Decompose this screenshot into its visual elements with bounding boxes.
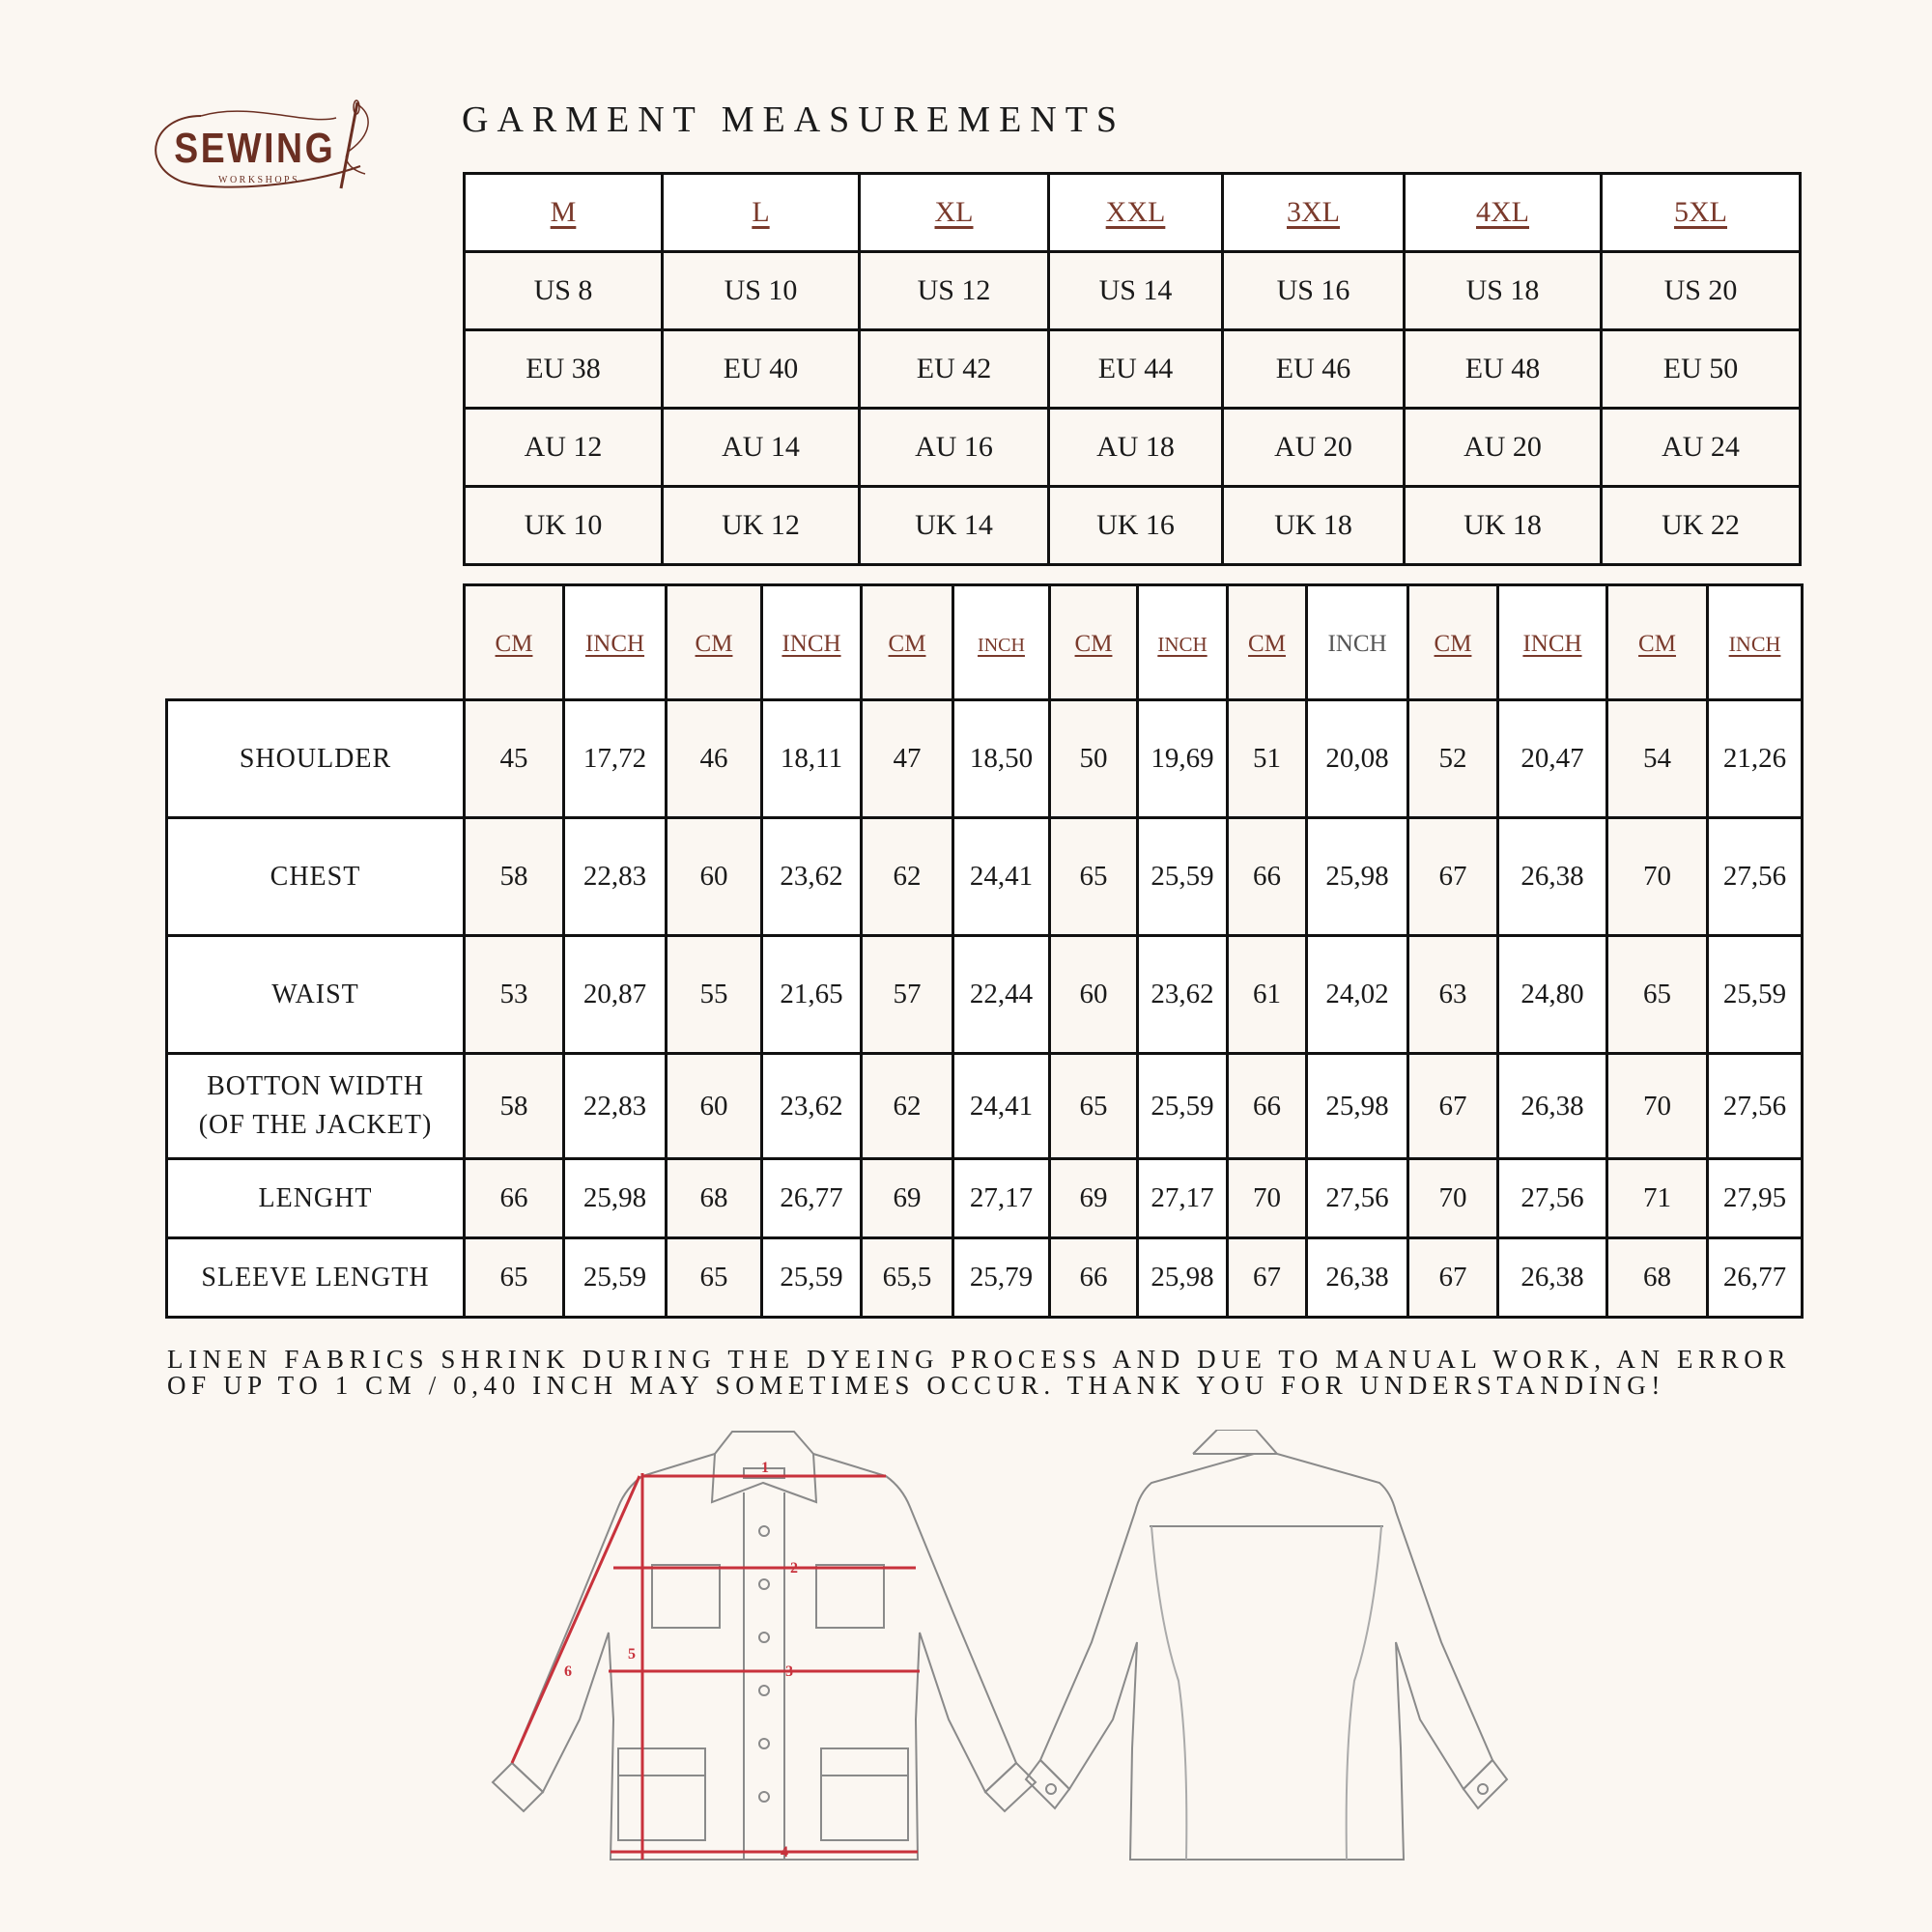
size-header-cell: XXL	[1049, 174, 1223, 252]
value-inch: 25,59	[1138, 1054, 1228, 1159]
unit-header-cm: CM	[1408, 585, 1498, 700]
measure-label-4: 4	[781, 1844, 788, 1861]
size-header-cell: 4XL	[1405, 174, 1602, 252]
value-cm: 71	[1607, 1159, 1708, 1238]
value-cm: 53	[465, 936, 564, 1054]
value-cm: 51	[1228, 700, 1307, 818]
measure-label-1: 1	[761, 1460, 769, 1476]
measurement-label: CHEST	[167, 818, 465, 936]
unit-header-cm: CM	[1607, 585, 1708, 700]
value-inch: 27,56	[1498, 1159, 1607, 1238]
empty-corner	[167, 585, 465, 700]
measurement-row-waist	[167, 936, 1803, 1054]
size-cell: UK 12	[663, 487, 860, 565]
size-header-cell: 5XL	[1602, 174, 1801, 252]
value-cm: 62	[862, 1054, 953, 1159]
size-cell: UK 18	[1223, 487, 1405, 565]
value-inch: 25,59	[762, 1238, 862, 1318]
value-inch: 24,41	[953, 1054, 1050, 1159]
value-inch: 26,77	[1708, 1238, 1803, 1318]
value-cm: 65	[667, 1238, 762, 1318]
value-inch: 26,38	[1498, 1054, 1607, 1159]
unit-header-inch: INCH	[1307, 585, 1408, 700]
value-inch: 21,26	[1708, 700, 1803, 818]
value-inch: 18,11	[762, 700, 862, 818]
size-cell: UK 22	[1602, 487, 1801, 565]
value-inch: 22,83	[564, 1054, 667, 1159]
size-cell: EU 38	[465, 330, 663, 409]
value-cm: 68	[667, 1159, 762, 1238]
value-inch: 24,80	[1498, 936, 1607, 1054]
disclaimer-note: LINEN FABRICS SHRINK DURING THE DYEING PROCESS AND DUE TO MANUAL WORK, AN ERROR OF UP TO 1 CM / 0,40 INCH MAY SOMETIMES OCCUR. THANK YOU FOR UNDERSTANDING!	[167, 1345, 1791, 1400]
size-cell: EU 42	[860, 330, 1049, 409]
value-inch: 27,17	[1138, 1159, 1228, 1238]
value-inch: 26,38	[1498, 818, 1607, 936]
value-inch: 25,59	[564, 1238, 667, 1318]
value-inch: 25,98	[1307, 1054, 1408, 1159]
size-cell: AU 20	[1223, 409, 1405, 487]
value-inch: 18,50	[953, 700, 1050, 818]
value-cm: 67	[1408, 818, 1498, 936]
unit-header-inch: INCH	[953, 585, 1050, 700]
measurement-row-length	[167, 1159, 1803, 1238]
size-cell: UK 10	[465, 487, 663, 565]
value-inch: 25,79	[953, 1238, 1050, 1318]
measurement-label	[167, 1054, 465, 1159]
value-cm: 61	[1228, 936, 1307, 1054]
value-cm: 60	[1050, 936, 1138, 1054]
eu-size-row	[465, 330, 1801, 409]
value-cm: 50	[1050, 700, 1138, 818]
value-inch: 17,72	[564, 700, 667, 818]
value-cm: 62	[862, 818, 953, 936]
size-header-cell: XL	[860, 174, 1049, 252]
value-inch: 23,62	[762, 818, 862, 936]
value-inch: 23,62	[762, 1054, 862, 1159]
value-cm: 66	[1050, 1238, 1138, 1318]
jacket-diagrams	[483, 1430, 1584, 1874]
value-cm: 55	[667, 936, 762, 1054]
value-inch: 25,98	[564, 1159, 667, 1238]
unit-header-cm: CM	[465, 585, 564, 700]
value-inch: 20,08	[1307, 700, 1408, 818]
value-inch: 20,47	[1498, 700, 1607, 818]
value-inch: 27,95	[1708, 1159, 1803, 1238]
size-cell: EU 50	[1602, 330, 1801, 409]
size-cell: US 10	[663, 252, 860, 330]
size-cell: AU 24	[1602, 409, 1801, 487]
size-cell: US 18	[1405, 252, 1602, 330]
measure-label-5: 5	[628, 1646, 636, 1662]
value-cm: 58	[465, 818, 564, 936]
value-cm: 47	[862, 700, 953, 818]
size-cell: AU 12	[465, 409, 663, 487]
size-cell: US 8	[465, 252, 663, 330]
value-inch: 26,77	[762, 1159, 862, 1238]
value-cm: 66	[1228, 818, 1307, 936]
value-cm: 60	[667, 1054, 762, 1159]
value-inch: 22,44	[953, 936, 1050, 1054]
value-cm: 67	[1228, 1238, 1307, 1318]
logo-brand-text: SEWING	[174, 124, 336, 172]
value-cm: 65	[1050, 818, 1138, 936]
measurement-row-chest	[167, 818, 1803, 936]
value-cm: 58	[465, 1054, 564, 1159]
measure-label-6: 6	[564, 1663, 572, 1680]
jacket-back-drawing	[1026, 1430, 1507, 1860]
value-cm: 65	[1050, 1054, 1138, 1159]
value-inch: 24,41	[953, 818, 1050, 936]
value-cm: 57	[862, 936, 953, 1054]
size-cell: AU 20	[1405, 409, 1602, 487]
measurement-row-sleeve-length	[167, 1238, 1803, 1318]
label-line: BOTTON WIDTH	[207, 1071, 424, 1101]
value-cm: 67	[1408, 1238, 1498, 1318]
value-inch: 22,83	[564, 818, 667, 936]
value-inch: 27,56	[1708, 818, 1803, 936]
size-cell: EU 48	[1405, 330, 1602, 409]
value-inch: 27,56	[1708, 1054, 1803, 1159]
sewing-workshops-logo	[143, 97, 384, 193]
measurement-row-shoulder	[167, 700, 1803, 818]
value-cm: 69	[862, 1159, 953, 1238]
size-cell: EU 40	[663, 330, 860, 409]
measure-label-3: 3	[785, 1663, 793, 1680]
value-cm: 70	[1228, 1159, 1307, 1238]
value-cm: 70	[1607, 818, 1708, 936]
size-cell: EU 46	[1223, 330, 1405, 409]
value-inch: 19,69	[1138, 700, 1228, 818]
value-inch: 25,98	[1307, 818, 1408, 936]
size-cell: UK 14	[860, 487, 1049, 565]
unit-header-inch: INCH	[1498, 585, 1607, 700]
au-size-row	[465, 409, 1801, 487]
value-inch: 23,62	[1138, 936, 1228, 1054]
value-cm: 66	[465, 1159, 564, 1238]
value-cm: 45	[465, 700, 564, 818]
measurements-table	[165, 583, 1804, 1319]
size-header-cell: M	[465, 174, 663, 252]
uk-size-row	[465, 487, 1801, 565]
size-header-cell: L	[663, 174, 860, 252]
measurement-label: LENGHT	[167, 1159, 465, 1238]
value-cm: 54	[1607, 700, 1708, 818]
value-inch: 26,38	[1307, 1238, 1408, 1318]
unit-header-cm: CM	[1228, 585, 1307, 700]
value-cm: 70	[1408, 1159, 1498, 1238]
value-cm: 70	[1607, 1054, 1708, 1159]
value-cm: 68	[1607, 1238, 1708, 1318]
measurement-row-bottom-width	[167, 1054, 1803, 1159]
size-cell: US 12	[860, 252, 1049, 330]
value-inch: 26,38	[1498, 1238, 1607, 1318]
size-cell: AU 14	[663, 409, 860, 487]
value-cm: 65	[465, 1238, 564, 1318]
value-cm: 65,5	[862, 1238, 953, 1318]
unit-header-inch: INCH	[762, 585, 862, 700]
unit-header-cm: CM	[862, 585, 953, 700]
size-cell: UK 16	[1049, 487, 1223, 565]
size-cell: US 20	[1602, 252, 1801, 330]
measurement-label: SLEEVE LENGTH	[167, 1238, 465, 1318]
logo-sub-text: WORKSHOPS	[218, 175, 300, 185]
value-inch: 27,56	[1307, 1159, 1408, 1238]
size-cell: AU 16	[860, 409, 1049, 487]
unit-header-cm: CM	[667, 585, 762, 700]
value-cm: 46	[667, 700, 762, 818]
value-inch: 25,59	[1138, 818, 1228, 936]
measurement-label: WAIST	[167, 936, 465, 1054]
value-cm: 60	[667, 818, 762, 936]
page-title: GARMENT MEASUREMENTS	[462, 99, 1126, 140]
size-header-cell: 3XL	[1223, 174, 1405, 252]
value-cm: 63	[1408, 936, 1498, 1054]
unit-header-inch: INCH	[564, 585, 667, 700]
value-cm: 52	[1408, 700, 1498, 818]
value-inch: 27,17	[953, 1159, 1050, 1238]
value-cm: 66	[1228, 1054, 1307, 1159]
size-cell: EU 44	[1049, 330, 1223, 409]
jacket-front-drawing	[493, 1432, 1036, 1861]
unit-header-cm: CM	[1050, 585, 1138, 700]
size-cell: UK 18	[1405, 487, 1602, 565]
unit-header-row	[167, 585, 1803, 700]
value-inch: 25,98	[1138, 1238, 1228, 1318]
measurement-label: SHOULDER	[167, 700, 465, 818]
us-size-row	[465, 252, 1801, 330]
size-conversion-table	[463, 172, 1802, 566]
value-cm: 69	[1050, 1159, 1138, 1238]
size-cell: US 16	[1223, 252, 1405, 330]
value-inch: 25,59	[1708, 936, 1803, 1054]
measure-label-2: 2	[790, 1560, 798, 1577]
unit-header-inch: INCH	[1708, 585, 1803, 700]
value-inch: 20,87	[564, 936, 667, 1054]
value-inch: 24,02	[1307, 936, 1408, 1054]
unit-header-inch: INCH	[1138, 585, 1228, 700]
size-cell: AU 18	[1049, 409, 1223, 487]
value-cm: 67	[1408, 1054, 1498, 1159]
size-header-row	[465, 174, 1801, 252]
label-line: (OF THE JACKET)	[198, 1110, 433, 1140]
size-cell: US 14	[1049, 252, 1223, 330]
value-cm: 65	[1607, 936, 1708, 1054]
value-inch: 21,65	[762, 936, 862, 1054]
